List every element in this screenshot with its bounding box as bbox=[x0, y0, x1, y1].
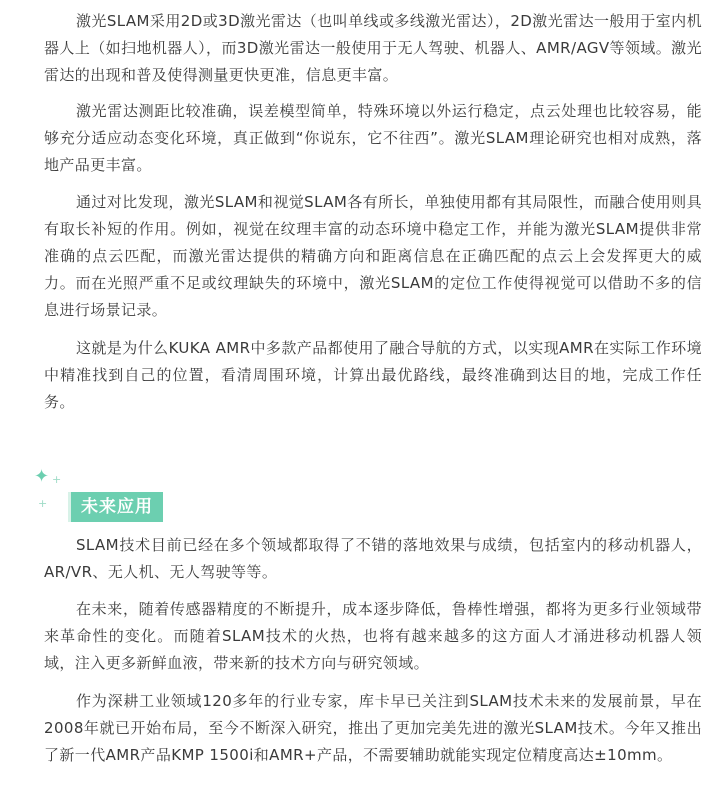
plus-sparkle-icon: + bbox=[38, 497, 48, 510]
plus-sparkle-icon: + bbox=[52, 473, 62, 486]
paragraph-future-outlook: 在未来，随着传感器精度的不断提升，成本逐步降低，鲁棒性增强，都将为更多行业领域带来革命性的变化。而随着SLAM技术的火热，也将有越来越多的这方面人才涌进移动机器人领域，注入更多新鲜血液，带来新的技术方向与研究领域。 bbox=[44, 600, 702, 672]
paragraph-laser-accuracy: 激光雷达测距比较准确，误差模型简单，特殊环境以外运行稳定，点云处理也比较容易，能够充分适应动态变化环境，真正做到“你说东，它不往西”。激光SLAM理论研究也相对成熟，落地产品更丰富。 bbox=[44, 102, 702, 174]
paragraph-kuka-expertise: 作为深耕工业领域120多年的行业专家，库卡早已关注到SLAM技术未来的发展前景，早在2008年就已开始布局，至今不断深入研究，推出了更加完美先进的激光SLAM技术。今年又推出了新一代AMR产品KMP 1500i和AMR+产品，不需要辅助就能实现定位精度高达±10mm。 bbox=[44, 692, 702, 764]
section-heading-future-applications: 未来应用 bbox=[71, 492, 163, 522]
paragraph-laser-vs-visual: 通过对比发现，激光SLAM和视觉SLAM各有所长，单独使用都有其局限性，而融合使用则具有取长补短的作用。例如，视觉在纹理丰富的动态环境中稳定工作，并能为激光SLAM提供非常准确的点云匹配，而激光雷达提供的精确方向和距离信息在正确匹配的点云上会发挥更大的威力。而在光照严重不足或纹理缺失的环境中，激光SLAM的定位工作使得视觉可以借助不多的信息进行场景记录。 bbox=[44, 193, 702, 319]
paragraph-laser-slam-intro: 激光SLAM采用2D或3D激光雷达（也叫单线或多线激光雷达），2D激光雷达一般用于室内机器人上（如扫地机器人），而3D激光雷达一般使用于无人驾驶、机器人、AMR/AGV等领域。激光雷达的出现和普及使得测量更快更准，信息更丰富。 bbox=[44, 12, 702, 84]
paragraph-kuka-fusion: 这就是为什么KUKA AMR中多款产品都使用了融合导航的方式，以实现AMR在实际工作环境中精准找到自己的位置，看清周围环境，计算出最优路线，最终准确到达目的地，完成工作任务。 bbox=[44, 339, 702, 411]
paragraph-slam-applications: SLAM技术目前已经在多个领域都取得了不错的落地效果与成绩，包括室内的移动机器人，AR/VR、无人机、无人驾驶等等。 bbox=[44, 536, 702, 581]
sparkle-icon: ✦ bbox=[34, 466, 50, 487]
